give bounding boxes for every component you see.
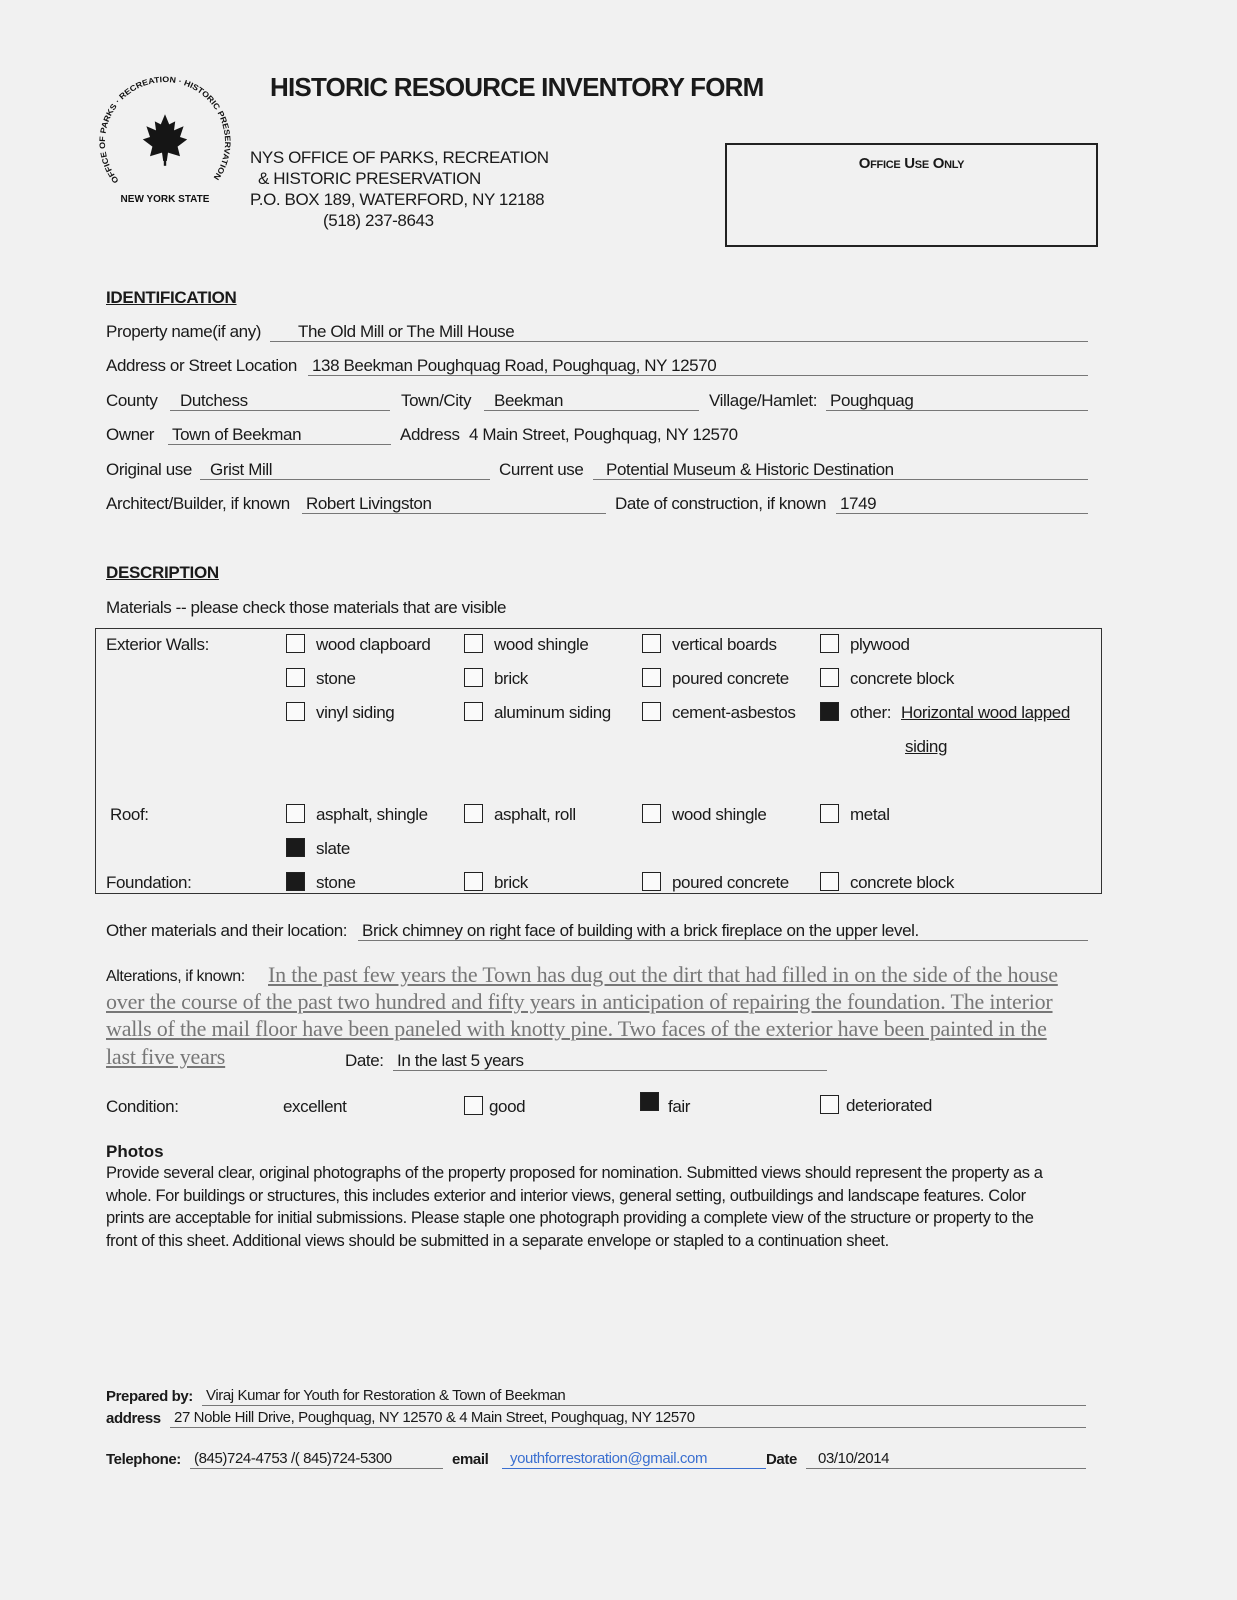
foundation-brick-label: brick [494,873,528,892]
date-field[interactable]: 03/10/2014 [806,1449,1086,1469]
alterations-label: Alterations, if known: [106,968,245,985]
roof-metal-checkbox[interactable] [820,804,839,823]
nys-parks-logo [98,70,233,210]
exterior-concrete-block-label: concrete block [850,669,955,688]
current-use-field[interactable]: Potential Museum & Historic Destination [593,460,1088,480]
photos-text-line: prints are acceptable for initial submissions. Please staple one photograph providing a complete view of the structure or property to the [106,1209,1034,1227]
exterior-wood-clapboard-label: wood clapboard [316,635,431,654]
other-materials-label: Other materials and their location: [106,921,348,940]
identification-heading: IDENTIFICATION [106,288,237,307]
exterior-stone-label: stone [316,669,356,688]
exterior-aluminum-siding-checkbox[interactable] [464,702,483,721]
roof-wood-shingle-label: wood shingle [672,805,767,824]
town-label: Town/City [401,391,472,410]
exterior-concrete-block-checkbox[interactable] [820,668,839,687]
condition-excellent[interactable]: excellent [283,1097,347,1116]
agency-line: NYS OFFICE OF PARKS, RECREATION [250,148,549,167]
property-name-field[interactable]: The Old Mill or The Mill House [270,322,1088,342]
foundation-stone-checkbox[interactable] [286,872,305,891]
architect-field[interactable]: Robert Livingston [302,494,606,514]
roof-label: Roof: [110,805,149,824]
photos-text-line: front of this sheet. Additional views should be submitted in a separate envelope or stapled to a continuation sheet. [106,1232,889,1250]
exterior-vinyl-siding-label: vinyl siding [316,703,395,722]
other-materials-field[interactable]: Brick chimney on right face of building with a brick fireplace on the upper level. [358,921,1088,941]
condition-good: good [489,1097,526,1116]
office-use-box [725,143,1098,247]
original-use-field[interactable]: Grist Mill [200,460,490,480]
form-title: HISTORIC RESOURCE INVENTORY FORM [270,72,764,102]
photos-text-line: whole. For buildings or structures, this includes exterior and interior views, general setting, outbuildings and landscape features. Color [106,1187,1026,1205]
exterior-plywood-checkbox[interactable] [820,634,839,653]
foundation-poured-concrete-checkbox[interactable] [642,872,661,891]
address-label: Address or Street Location [106,356,297,375]
preparer-address-field[interactable]: 27 Noble Hill Drive, Poughquag, NY 12570 & 4 Main Street, Poughquag, NY 12570 [170,1408,1086,1428]
exterior-wood-shingle-label: wood shingle [494,635,589,654]
alterations-line[interactable]: walls of the mail floor have been paneled with knotty pine. Two faces of the exterior have been painted in the [106,1016,1047,1041]
materials-instruction: Materials -- please check those materials that are visible [106,598,507,617]
telephone-label: Telephone: [106,1451,181,1468]
condition-good-checkbox[interactable] [464,1096,483,1115]
exterior-poured-concrete-checkbox[interactable] [642,668,661,687]
exterior-plywood-label: plywood [850,635,910,654]
exterior-walls-label: Exterior Walls: [106,635,209,654]
preparer-address-label: address [106,1410,161,1427]
condition-deteriorated-checkbox[interactable] [820,1095,839,1114]
materials-box [95,628,1102,894]
roof-slate-label: slate [316,839,350,858]
village-label: Village/Hamlet: [709,391,818,410]
roof-wood-shingle-checkbox[interactable] [642,804,661,823]
owner-field[interactable]: Town of Beekman [168,425,391,445]
foundation-brick-checkbox[interactable] [464,872,483,891]
email-label: email [452,1451,489,1468]
other-exterior-value[interactable]: Horizontal wood lapped [901,703,1070,722]
roof-asphalt-shingle-checkbox[interactable] [286,804,305,823]
condition-deteriorated: deteriorated [846,1096,932,1115]
owner-address-field[interactable]: 4 Main Street, Poughquag, NY 12570 [469,425,738,444]
roof-slate-checkbox[interactable] [286,838,305,857]
exterior-cement-asbestos-checkbox[interactable] [642,702,661,721]
exterior-vertical-boards-checkbox[interactable] [642,634,661,653]
roof-asphalt-roll-label: asphalt, roll [494,805,576,824]
alterations-line[interactable]: In the past few years the Town has dug out the dirt that had filled in on the side of the house [268,962,1058,987]
prepared-by-label: Prepared by: [106,1388,193,1405]
exterior-other-checkbox[interactable] [820,702,839,721]
logo-ring-text: OFFICE OF PARKS · RECREATION · HISTORIC PRESERVATION [97,75,233,185]
town-field[interactable]: Beekman [484,391,699,411]
exterior-stone-checkbox[interactable] [286,668,305,687]
logo-bottom-text: NEW YORK STATE [120,194,210,205]
property-name-label: Property name(if any) [106,322,262,341]
agency-phone: (518) 237-8643 [323,211,434,230]
photos-heading: Photos [106,1142,164,1161]
email-field[interactable]: youthforrestoration@gmail.com [502,1449,766,1469]
agency-line: P.O. BOX 189, WATERFORD, NY 12188 [250,190,545,209]
owner-label: Owner [106,425,155,444]
date-construction-label: Date of construction, if known [615,494,827,513]
condition-fair: fair [668,1097,691,1116]
condition-label: Condition: [106,1097,179,1116]
other-exterior-value-cont[interactable]: siding [905,737,948,756]
architect-label: Architect/Builder, if known [106,494,290,513]
alterations-date-label: Date: [345,1051,384,1070]
village-field[interactable]: Poughquag [826,391,1088,411]
telephone-field[interactable]: (845)724-4753 /( 845)724-5300 [190,1449,443,1469]
county-field[interactable]: Dutchess [170,391,390,411]
condition-fair-checkbox[interactable] [640,1092,659,1111]
current-use-label: Current use [499,460,584,479]
photos-text-line: Provide several clear, original photographs of the property proposed for nomination. Submitted views should represent the property as a [106,1164,1043,1182]
owner-address-label: Address [400,425,460,444]
county-label: County [106,391,158,410]
alterations-date-field[interactable]: In the last 5 years [393,1051,827,1071]
exterior-brick-label: brick [494,669,528,688]
date-label: Date [766,1451,797,1468]
alterations-line[interactable]: over the course of the past two hundred and fifty years in anticipation of repairing the foundation. The interior [106,989,1053,1014]
description-heading: DESCRIPTION [106,563,219,582]
exterior-other-label: other: [850,703,892,722]
foundation-concrete-block-label: concrete block [850,873,955,892]
foundation-concrete-block-checkbox[interactable] [820,872,839,891]
agency-line: & HISTORIC PRESERVATION [258,169,481,188]
foundation-poured-concrete-label: poured concrete [672,873,789,892]
alterations-line[interactable]: last five years [106,1044,226,1069]
date-construction-field[interactable]: 1749 [836,494,1088,514]
original-use-label: Original use [106,460,192,479]
prepared-by-field[interactable]: Viraj Kumar for Youth for Restoration & Town of Beekman [202,1386,1086,1406]
exterior-poured-concrete-label: poured concrete [672,669,789,688]
exterior-vertical-boards-label: vertical boards [672,635,777,654]
exterior-aluminum-siding-label: aluminum siding [494,703,611,722]
exterior-vinyl-siding-checkbox[interactable] [286,702,305,721]
office-use-label: Office Use Only [858,155,965,172]
exterior-brick-checkbox[interactable] [464,668,483,687]
exterior-cement-asbestos-label: cement-asbestos [672,703,796,722]
exterior-wood-clapboard-checkbox[interactable] [286,634,305,653]
roof-asphalt-shingle-label: asphalt, shingle [316,805,428,824]
exterior-wood-shingle-checkbox[interactable] [464,634,483,653]
maple-leaf-icon [143,114,187,166]
roof-metal-label: metal [850,805,890,824]
foundation-label: Foundation: [106,873,192,892]
address-field[interactable]: 138 Beekman Poughquag Road, Poughquag, NY 12570 [308,356,1088,376]
foundation-stone-label: stone [316,873,356,892]
roof-asphalt-roll-checkbox[interactable] [464,804,483,823]
